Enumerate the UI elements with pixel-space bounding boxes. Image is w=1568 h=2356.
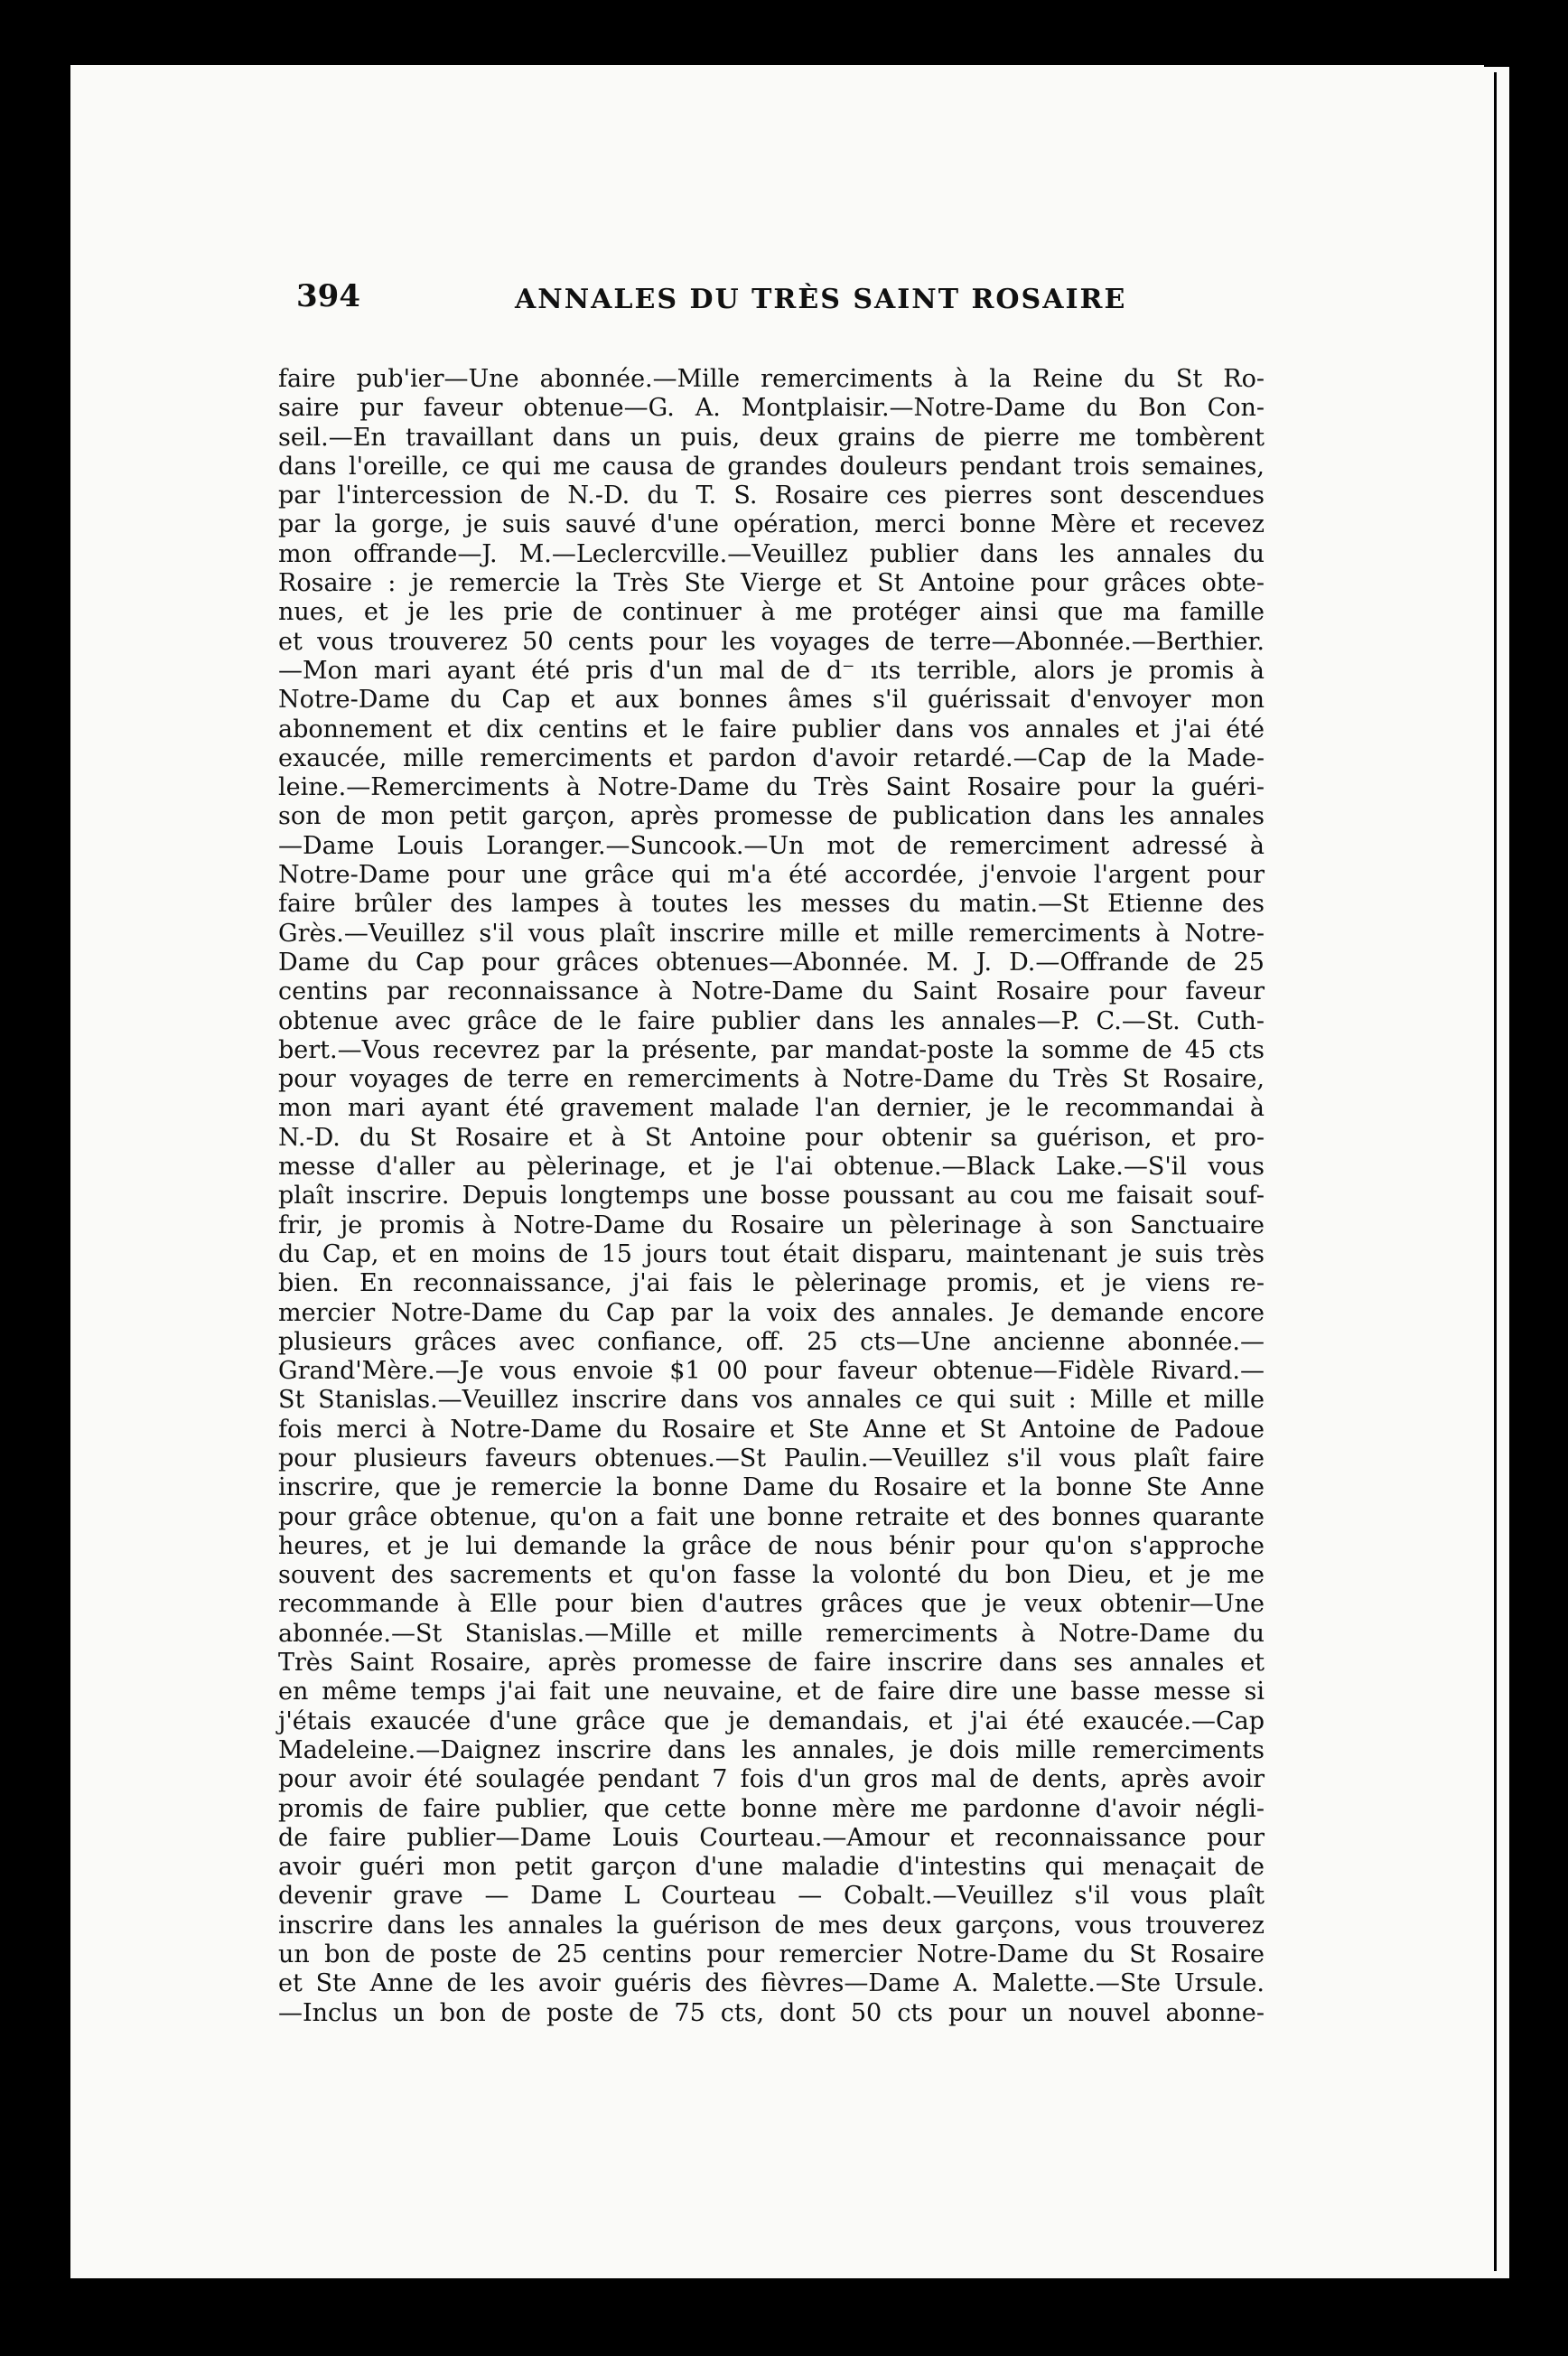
text-line: Notre-Dame pour une grâce qui m'a été accordée, j'envoie l'argent pour (278, 861, 1265, 890)
text-line: Grès.—Veuillez s'il vous plaît inscrire mille et mille remerciments à Notre- (278, 919, 1265, 948)
text-line: N.-D. du St Rosaire et à St Antoine pour obtenir sa guérison, et pro- (278, 1123, 1265, 1152)
text-line: bert.—Vous recevrez par la présente, par mandat-poste la somme de 45 cts (278, 1035, 1265, 1064)
page-gutter-line (1494, 72, 1497, 2271)
text-line: —Inclus un bon de poste de 75 cts, dont 50 cts pour un nouvel abonne- (278, 1998, 1265, 2027)
text-line: et vous trouverez 50 cents pour les voyages de terre—Abonnée.—Berthier. (278, 627, 1265, 656)
body-text (278, 365, 1265, 2028)
text-line: obtenue avec grâce de le faire publier dans les annales—P. C.—St. Cuth- (278, 1006, 1265, 1035)
text-line: son de mon petit garçon, après promesse de publication dans les annales (278, 802, 1265, 831)
text-line: de faire publier—Dame Louis Courteau.—Amour et reconnaissance pour (278, 1823, 1265, 1852)
text-line: mon mari ayant été gravement malade l'an dernier, je le recommandai à (278, 1094, 1265, 1123)
text-line: inscrire dans les annales la guérison de mes deux garçons, vous trouverez (278, 1911, 1265, 1940)
text-line: abonnement et dix centins et le faire publier dans vos annales et j'ai été (278, 715, 1265, 743)
text-line: recommande à Elle pour bien d'autres grâces que je veux obtenir—Une (278, 1590, 1265, 1619)
text-line: St Stanislas.—Veuillez inscrire dans vos annales ce qui suit : Mille et mille (278, 1386, 1265, 1415)
text-line: Grand'Mère.—Je vous envoie $1 00 pour faveur obtenue—Fidèle Rivard.— (278, 1357, 1265, 1386)
text-line: abonnée.—St Stanislas.—Mille et mille remerciments à Notre-Dame du (278, 1619, 1265, 1648)
text-line: Dame du Cap pour grâces obtenues—Abonnée. M. J. D.—Offrande de 25 (278, 948, 1265, 977)
text-line: pour avoir été soulagée pendant 7 fois d'un gros mal de dents, après avoir (278, 1765, 1265, 1794)
text-line: centins par reconnaissance à Notre-Dame du Saint Rosaire pour faveur (278, 977, 1265, 1006)
text-line: plaît inscrire. Depuis longtemps une bosse poussant au cou me faisait souf- (278, 1182, 1265, 1211)
text-line: inscrire, que je remercie la bonne Dame du Rosaire et la bonne Ste Anne (278, 1473, 1265, 1502)
text-line: heures, et je lui demande la grâce de nous bénir pour qu'on s'approche (278, 1531, 1265, 1560)
text-line: devenir grave — Dame L Courteau — Cobalt.—Veuillez s'il vous plaît (278, 1882, 1265, 1911)
text-line: pour plusieurs faveurs obtenues.—St Paulin.—Veuillez s'il vous plaît faire (278, 1444, 1265, 1472)
text-line: leine.—Remerciments à Notre-Dame du Très Saint Rosaire pour la guéri- (278, 773, 1265, 802)
running-head (296, 278, 1127, 332)
text-line: messe d'aller au pèlerinage, et je l'ai obtenue.—Black Lake.—S'il vous (278, 1153, 1265, 1182)
text-line: faire pub'ier—Une abonnée.—Mille remerciments à la Reine du St Ro- (278, 365, 1265, 393)
text-line: plusieurs grâces avec confiance, off. 25 cts—Une ancienne abonnée.— (278, 1327, 1265, 1356)
text-line: faire brûler des lampes à toutes les messes du matin.—St Etienne des (278, 890, 1265, 919)
text-line: —Dame Louis Loranger.—Suncook.—Un mot de remerciment adressé à (278, 831, 1265, 860)
text-line: Rosaire : je remercie la Très Ste Vierge et St Antoine pour grâces obte- (278, 569, 1265, 598)
text-line: seil.—En travaillant dans un puis, deux grains de pierre me tombèrent (278, 423, 1265, 452)
text-line: pour voyages de terre en remerciments à Notre-Dame du Très St Rosaire, (278, 1065, 1265, 1094)
text-line: mercier Notre-Dame du Cap par la voix des annales. Je demande encore (278, 1298, 1265, 1327)
text-line: en même temps j'ai fait une neuvaine, et de faire dire une basse messe si (278, 1678, 1265, 1706)
text-line: fois merci à Notre-Dame du Rosaire et Ste Anne et St Antoine de Padoue (278, 1415, 1265, 1444)
text-line: j'étais exaucée d'une grâce que je demandais, et j'ai été exaucée.—Cap (278, 1706, 1265, 1735)
next-page-edge (1484, 67, 1509, 2278)
running-title: ANNALES DU TRÈS SAINT ROSAIRE (515, 284, 1127, 315)
text-line: frir, je promis à Notre-Dame du Rosaire un pèlerinage à son Sanctuaire (278, 1211, 1265, 1239)
text-line: avoir guéri mon petit garçon d'une maladie d'intestins qui menaçait de (278, 1853, 1265, 1882)
text-line: et Ste Anne de les avoir guéris des fièvres—Dame A. Malette.—Ste Ursule. (278, 1969, 1265, 1998)
text-line: —Mon mari ayant été pris d'un mal de d⁻ ıts terrible, alors je promis à (278, 656, 1265, 685)
text-line: bien. En reconnaissance, j'ai fais le pèlerinage promis, et je viens re- (278, 1269, 1265, 1298)
text-line: par l'intercession de N.-D. du T. S. Rosaire ces pierres sont descendues (278, 481, 1265, 510)
text-line: Très Saint Rosaire, après promesse de faire inscrire dans ses annales et (278, 1649, 1265, 1678)
text-line: mon offrande—J. M.—Leclercville.—Veuillez publier dans les annales du (278, 539, 1265, 568)
text-line: promis de faire publier, que cette bonne mère me pardonne d'avoir négli- (278, 1794, 1265, 1823)
text-line: un bon de poste de 25 centins pour remercier Notre-Dame du St Rosaire (278, 1940, 1265, 1969)
text-line: pour grâce obtenue, qu'on a fait une bonne retraite et des bonnes quarante (278, 1502, 1265, 1531)
text-line: souvent des sacrements et qu'on fasse la volonté du bon Dieu, et je me (278, 1561, 1265, 1590)
text-line: exaucée, mille remerciments et pardon d'avoir retardé.—Cap de la Made- (278, 743, 1265, 772)
page-number: 394 (296, 278, 360, 314)
text-line: Notre-Dame du Cap et aux bonnes âmes s'il guérissait d'envoyer mon (278, 686, 1265, 715)
text-line: nues, et je les prie de continuer à me protéger ainsi que ma famille (278, 598, 1265, 627)
text-line: dans l'oreille, ce qui me causa de grandes douleurs pendant trois semaines, (278, 452, 1265, 481)
text-line: du Cap, et en moins de 15 jours tout était disparu, maintenant je suis très (278, 1239, 1265, 1268)
text-line: par la gorge, je suis sauvé d'une opération, merci bonne Mère et recevez (278, 510, 1265, 539)
text-line: Madeleine.—Daignez inscrire dans les annales, je dois mille remerciments (278, 1735, 1265, 1764)
text-line: saire pur faveur obtenue—G. A. Montplaisir.—Notre-Dame du Bon Con- (278, 394, 1265, 423)
